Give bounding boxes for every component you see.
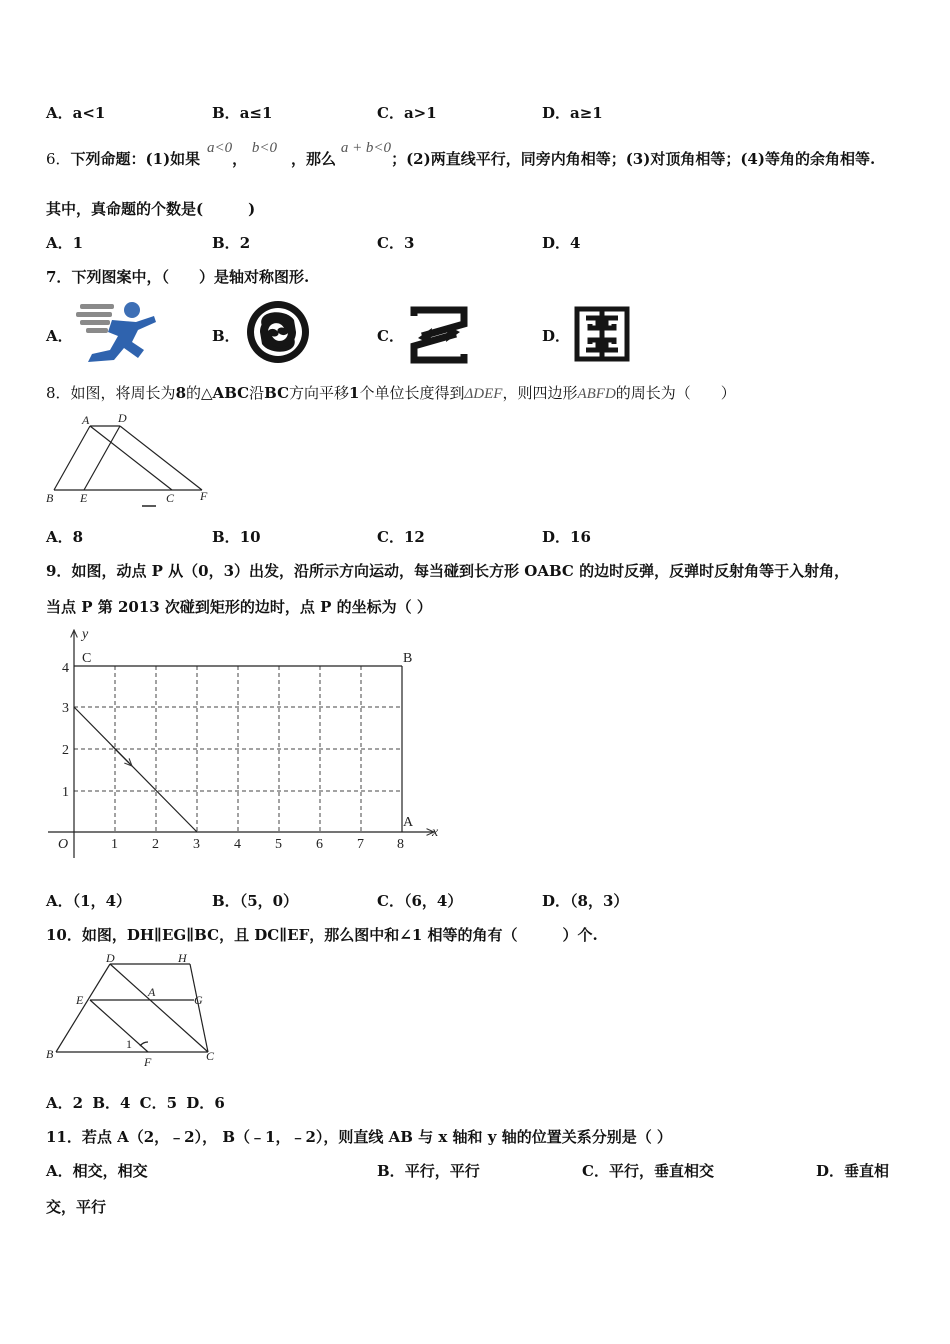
q8-question: 8．如图，将周长为8的△ABC沿BC方向平移1个单位长度得到ΔDEF，则四边形ABFD的周长为（ ）	[46, 384, 736, 402]
q10-option-d[interactable]: D．6	[186, 1094, 225, 1112]
q6-question: 6．下列命题：(1)如果 a<0， b<0，那么 a + b<0；(2)两直线平行，同旁内角相等；(3)对顶角相等；(4)等角的余角相等.	[46, 140, 876, 168]
q10-question: 10．如图，DH∥EG∥BC，且 DC∥EF，那么图中和∠1 相等的角有（ ）个.	[46, 926, 598, 944]
swirl-circle-icon	[240, 298, 316, 366]
runner-logo-icon	[74, 298, 160, 366]
q10-options	[46, 1092, 225, 1113]
q11-option-d[interactable]: D．垂直相	[816, 1162, 890, 1180]
q10-option-c[interactable]: C．5	[139, 1094, 178, 1112]
interlocked-arrows-icon	[408, 306, 470, 364]
q5-option-a[interactable]: A．a<1	[46, 104, 106, 122]
q10-label-h: H	[178, 951, 187, 965]
q8-label-e: E	[80, 491, 88, 505]
x-axis-label: x	[432, 825, 439, 840]
q11-option-a[interactable]: A．相交，相交	[46, 1162, 148, 1180]
q7-question: 7．下列图案中，（ ）是轴对称图形.	[46, 268, 310, 286]
q8-option-b[interactable]: B．10	[212, 528, 261, 546]
q6-option-a[interactable]: A．1	[46, 234, 84, 252]
q6-option-c[interactable]: C．3	[377, 234, 415, 252]
q11-option-d-wrap: 交，平行	[46, 1198, 107, 1216]
q8-label-d: D	[118, 411, 127, 425]
segment-ab	[54, 426, 90, 490]
q9-option-b[interactable]: B．（5，0）	[212, 892, 299, 910]
q9-option-a[interactable]: A．（1，4）	[46, 892, 132, 910]
y-axis-label: y	[82, 627, 89, 642]
p-direction-arrow	[112, 746, 132, 766]
angle-1-arc	[140, 1042, 148, 1046]
q11-question: 11．若点 A（2，﹣2）， B（﹣1，﹣2），则直线 AB 与 x 轴和 y 轴的位置关系分别是（ ）	[46, 1128, 672, 1146]
q10-option-b[interactable]: B．4	[92, 1094, 131, 1112]
x-tick-6: 6	[316, 837, 323, 852]
greek-key-icon	[574, 306, 630, 362]
x-tick-3: 3	[193, 837, 200, 852]
corner-b-label: B	[403, 651, 413, 666]
q8-option-d[interactable]: D．16	[542, 528, 591, 546]
q8-label-c: C	[166, 491, 175, 505]
p-path	[74, 707, 197, 832]
q8-option-a[interactable]: A．8	[46, 528, 84, 546]
q10-label-d: D	[106, 951, 115, 965]
q11-option-b[interactable]: B．平行，平行	[377, 1162, 480, 1180]
q7-option-b-label[interactable]: B．	[212, 327, 240, 345]
y-tick-4: 4	[62, 661, 69, 676]
q7-option-a-label[interactable]: A．	[46, 327, 73, 345]
q9-option-d[interactable]: D．（8，3）	[542, 892, 629, 910]
q7-option-c-label[interactable]: C．	[377, 327, 404, 345]
q10-label-g: G	[194, 993, 203, 1007]
x-tick-2: 2	[152, 837, 159, 852]
q5-option-b[interactable]: B．a≤1	[212, 104, 273, 122]
q10-label-a: A	[148, 985, 156, 999]
x-tick-8: 8	[397, 837, 404, 852]
q8-label-a: A	[82, 413, 90, 427]
q11-option-c[interactable]: C．平行，垂直相交	[582, 1162, 714, 1180]
q10-label-e: E	[76, 993, 84, 1007]
q5-option-c[interactable]: C．a>1	[377, 104, 437, 122]
x-tick-4: 4	[234, 837, 241, 852]
origin-label: O	[58, 837, 69, 852]
q6-option-d[interactable]: D．4	[542, 234, 581, 252]
q10-label-c: C	[206, 1049, 215, 1063]
q8-label-f: F	[200, 489, 208, 503]
q6-option-b[interactable]: B．2	[212, 234, 251, 252]
q9-option-c[interactable]: C．（6，4）	[377, 892, 463, 910]
x-tick-5: 5	[275, 837, 282, 852]
q10-trapezoid-figure	[44, 950, 224, 1070]
q8-option-c[interactable]: C．12	[377, 528, 425, 546]
segment-df	[120, 426, 202, 490]
x-tick-7: 7	[357, 837, 364, 852]
q8-triangle-figure	[44, 410, 220, 510]
q10-label-f: F	[144, 1055, 152, 1069]
x-tick-1: 1	[111, 837, 118, 852]
q10-label-b: B	[46, 1047, 54, 1061]
corner-a-label: A	[403, 815, 414, 830]
q8-label-b: B	[46, 491, 54, 505]
q7-option-d-label[interactable]: D．	[542, 327, 571, 345]
y-tick-1: 1	[62, 785, 69, 800]
q9-question: 9．如图，动点 P 从（0，3）出发，沿所示方向运动，每当碰到长方形 OABC 的边时反弹，反弹时反射角等于入射角，	[46, 562, 850, 580]
q9-coordinate-figure	[40, 622, 444, 862]
segment-db	[56, 964, 110, 1052]
q6-question-line2: 其中，真命题的个数是( )	[46, 200, 256, 218]
y-tick-2: 2	[62, 743, 69, 758]
q10-option-a[interactable]: A．2	[46, 1094, 84, 1112]
q5-option-d[interactable]: D．a≥1	[542, 104, 603, 122]
corner-c-label: C	[82, 651, 92, 666]
q10-label-angle-1: 1	[126, 1037, 132, 1051]
q9-question-line2: 当点 P 第 2013 次碰到矩形的边时，点 P 的坐标为（ ）	[46, 598, 432, 616]
segment-ef	[90, 1000, 148, 1052]
y-tick-3: 3	[62, 701, 69, 716]
